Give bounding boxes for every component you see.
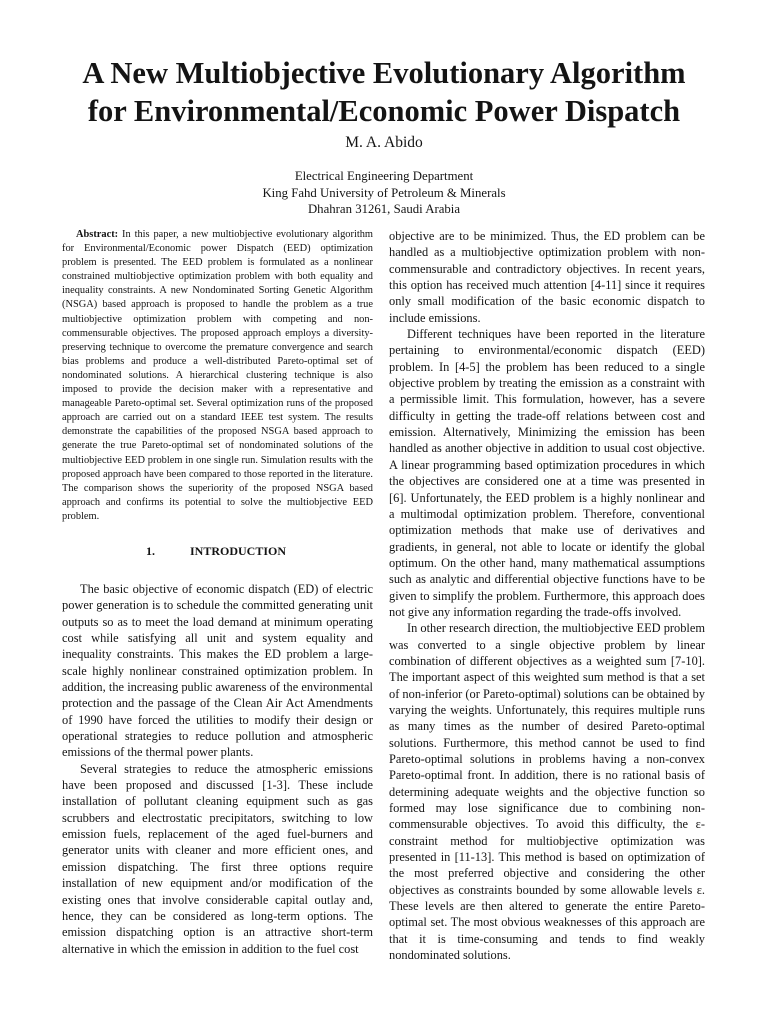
affiliation-university: King Fahd University of Petroleum & Minerals	[262, 185, 506, 200]
abstract-text: In this paper, a new multiobjective evolutionary algorithm for Environmental/Economic power Dispatch (EED) optimization problem is presented. The EED problem is formulated as a nonlinear constrained multiobjective optimization problem with both equality and inequality constraints. A new Nondominated Sorting Genetic Algorithm (NSGA) based approach is proposed to handle the problem as a true multiobjective optimization problem with competing and non-commensurable objectives. The proposed approach employs a diversity-preserving technique to overcome the premature convergence and search bias problems and produce a well-distributed Pareto-optimal set of nondominated solutions. A hierarchical clustering technique is also imposed to provide the decision maker with a representative and manageable Pareto-optimal set. Several optimization runs of the proposed approach are carried out on a standard IEEE test system. The results demonstrate the capabilities of the proposed NSGA based approach to generate the true Pareto-optimal set of nondominated solutions of the multiobjective EED problem in one single run. Simulation results with the proposed approach have been compared to those reported in the literature. The comparison shows the superiority of the proposed NSGA based approach and confirms its potential to solve the multiobjective EED problem.	[62, 229, 373, 522]
author-name: M. A. Abido	[345, 134, 423, 151]
title-line-1: A New Multiobjective Evolutionary Algorithm	[82, 56, 686, 90]
section-heading	[62, 544, 373, 559]
abstract-label: Abstract:	[76, 229, 119, 240]
section-number: 1.	[146, 543, 155, 558]
affiliation-address: Dhahran 31261, Saudi Arabia	[307, 202, 461, 216]
affiliation-department: Electrical Engineering Department	[294, 169, 474, 183]
right-column	[389, 228, 705, 963]
paragraph: In other research direction, the multiobjective EED problem was converted to a single objective problem by linear combination of different objectives as a weighted sum [7-10]. The important aspect of this weighted sum method is that a set of non-inferior (or Pareto-optimal) solutions can be obtained by varying the weights. Unfortunately, this requires multiple runs as many times as the number of desired Pareto-optimal solutions. Furthermore, this method cannot be used to find Pareto-optimal solutions in problems having a non-convex Pareto-optimal front. In addition, there is no rational basis of determining adequate weights and the objective function so formed may lose significance due to combining non-commensurable objectives. To avoid this difficulty, the ε-constraint method for multiobjective optimization was presented in [11-13]. This method is based on optimization of the most preferred objective and considering the other objectives as constraints bounded by some allowable levels ε. These levels are then altered to generate the entire Pareto-optimal set. The most obvious weaknesses of this approach are that it is time-consuming and tends to find weakly nondominated solutions.	[389, 621, 705, 963]
left-column	[62, 228, 373, 957]
abstract	[62, 228, 373, 524]
section-title: INTRODUCTION	[190, 543, 287, 558]
paragraph: The basic objective of economic dispatch (ED) of electric power generation is to schedule the committed generating unit outputs so as to meet the load demand at minimum operating cost while satisfying all unit and system equality and inequality constraints. This makes the ED problem a large-scale highly nonlinear constrained optimization problem. In addition, the increasing public awareness of the environmental protection and the passage of the Clean Air Act Amendments of 1990 have forced the utilities to modify their design or operational strategies to reduce pollution and atmospheric emissions of the thermal power plants.	[62, 581, 373, 760]
paper-title	[0, 54, 768, 130]
paragraph: Several strategies to reduce the atmospheric emissions have been proposed and discussed [1-3]. These include installation of pollutant cleaning equipment such as gas scrubbers and electrostatic precipitators, switching to low emission fuels, replacement of the aged fuel-burners and generator units with cleaner and more efficient ones, and emission dispatching. The first three options require installation of new equipment and/or modification of the existing ones that involve considerable capital outlay and, hence, they can be considered as long-term options. The emission dispatching option is an attractive short-term alternative in which the emission in addition to the fuel cost	[62, 761, 373, 956]
affiliation	[0, 168, 768, 218]
paragraph: Different techniques have been reported in the literature pertaining to environmental/economic dispatch (EED) problem. In [4-5] the problem has been reduced to a single objective problem by treating the emission as a constraint with a permissible limit. This formulation, however, has a severe difficulty in getting the trade-off relations between cost and emission. Alternatively, Minimizing the emission has been handled as another objective in addition to usual cost objective. A linear programming based optimization procedures in which the objectives are considered one at a time was presented in [6]. Unfortunately, the EED problem is a highly nonlinear and a multimodal optimization problem. Therefore, conventional optimization methods that make use of derivatives and gradients, in general, not able to locate or identify the global optimum. On the other hand, many mathematical assumptions such as analytic and differential objective functions have to be given to simplify the problem. Furthermore, this approach does not give any information regarding the trade-offs involved.	[389, 327, 705, 619]
paragraph: objective are to be minimized. Thus, the ED problem can be handled as a multiobjective optimization problem with non-commensurable and contradictory objectives. In recent years, this option has received much attention [4-11] since it requires only small modification of the basic economic dispatch to include emissions.	[389, 229, 705, 325]
title-line-2: for Environmental/Economic Power Dispatch	[87, 94, 681, 128]
